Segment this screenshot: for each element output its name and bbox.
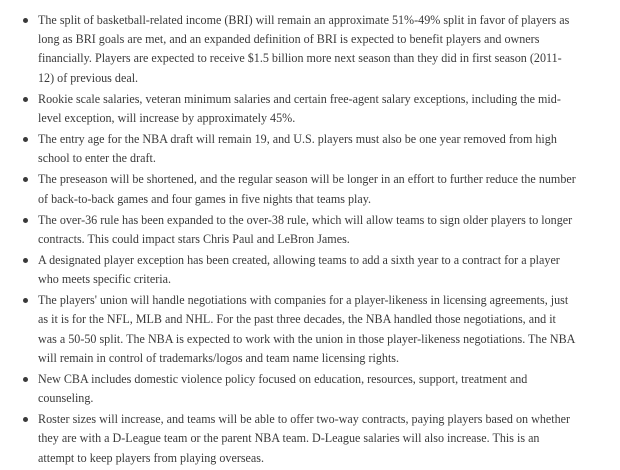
list-item	[17, 251, 577, 289]
list-item	[17, 170, 577, 208]
bullet-icon	[23, 18, 28, 23]
list-item	[17, 410, 577, 468]
bullet-text: New CBA includes domestic violence policy focused on education, resources, support, treatment and counseling.	[38, 371, 528, 406]
list-item	[17, 130, 577, 168]
list-item	[17, 90, 577, 128]
bullet-icon	[23, 218, 28, 223]
bullet-icon	[23, 137, 28, 142]
bullet-icon	[23, 377, 28, 382]
bullet-text: The preseason will be shortened, and the regular season will be longer in an effort to further reduce the number of back-to-back games and four games in five nights that teams play.	[38, 172, 576, 206]
bullet-text: The entry age for the NBA draft will remain 19, and U.S. players must also be one year removed from high school to enter the draft.	[38, 132, 557, 166]
bullet-text: Roster sizes will increase, and teams will be able to offer two-way contracts, paying players based on whether they are with a D-League team or the parent NBA team. D-League salaries will also increase. This is an attempt to keep players from playing overseas.	[38, 412, 571, 465]
bullet-icon	[23, 97, 28, 102]
bullet-text: The over-36 rule has been expanded to the over-38 rule, which will allow teams to sign older players to longer contracts. This could impact stars Chris Paul and LeBron James.	[38, 212, 573, 246]
bullet-icon	[23, 177, 28, 182]
cba-changes-list	[17, 11, 577, 470]
bullet-text: The split of basketball-related income (BRI) will remain an approximate 51%-49% split in favor of players as long as BRI goals are met, and an expanded definition of BRI is expected to benefit players and owners financially. Players are expected to receive $1.5 billion more next season than they did in first season (2011-12) of previous deal.	[38, 13, 570, 85]
list-item	[17, 211, 577, 249]
bullet-text: A designated player exception has been created, allowing teams to add a sixth year to a contract for a player who meets specific criteria.	[38, 252, 560, 287]
list-item	[17, 291, 577, 368]
bullet-text: Rookie scale salaries, veteran minimum salaries and certain free-agent salary exceptions, including the mid-level exception, will increase by approximately 45%.	[38, 91, 561, 125]
bullet-icon	[23, 258, 28, 263]
bullet-icon	[23, 298, 28, 303]
list-item	[17, 370, 577, 408]
list-item	[17, 11, 577, 88]
bullet-icon	[23, 417, 28, 422]
bullet-text: The players' union will handle negotiations with companies for a player-likeness in licensing agreements, just as it is for the NFL, MLB and NHL. For the past three decades, the NBA handled those negotiations, and it was a 50-50 split. The NBA is expected to work with the union in those player-likeness negotiations. The NBA will remain in control of trademarks/logos and team name licensing rights.	[38, 293, 575, 365]
